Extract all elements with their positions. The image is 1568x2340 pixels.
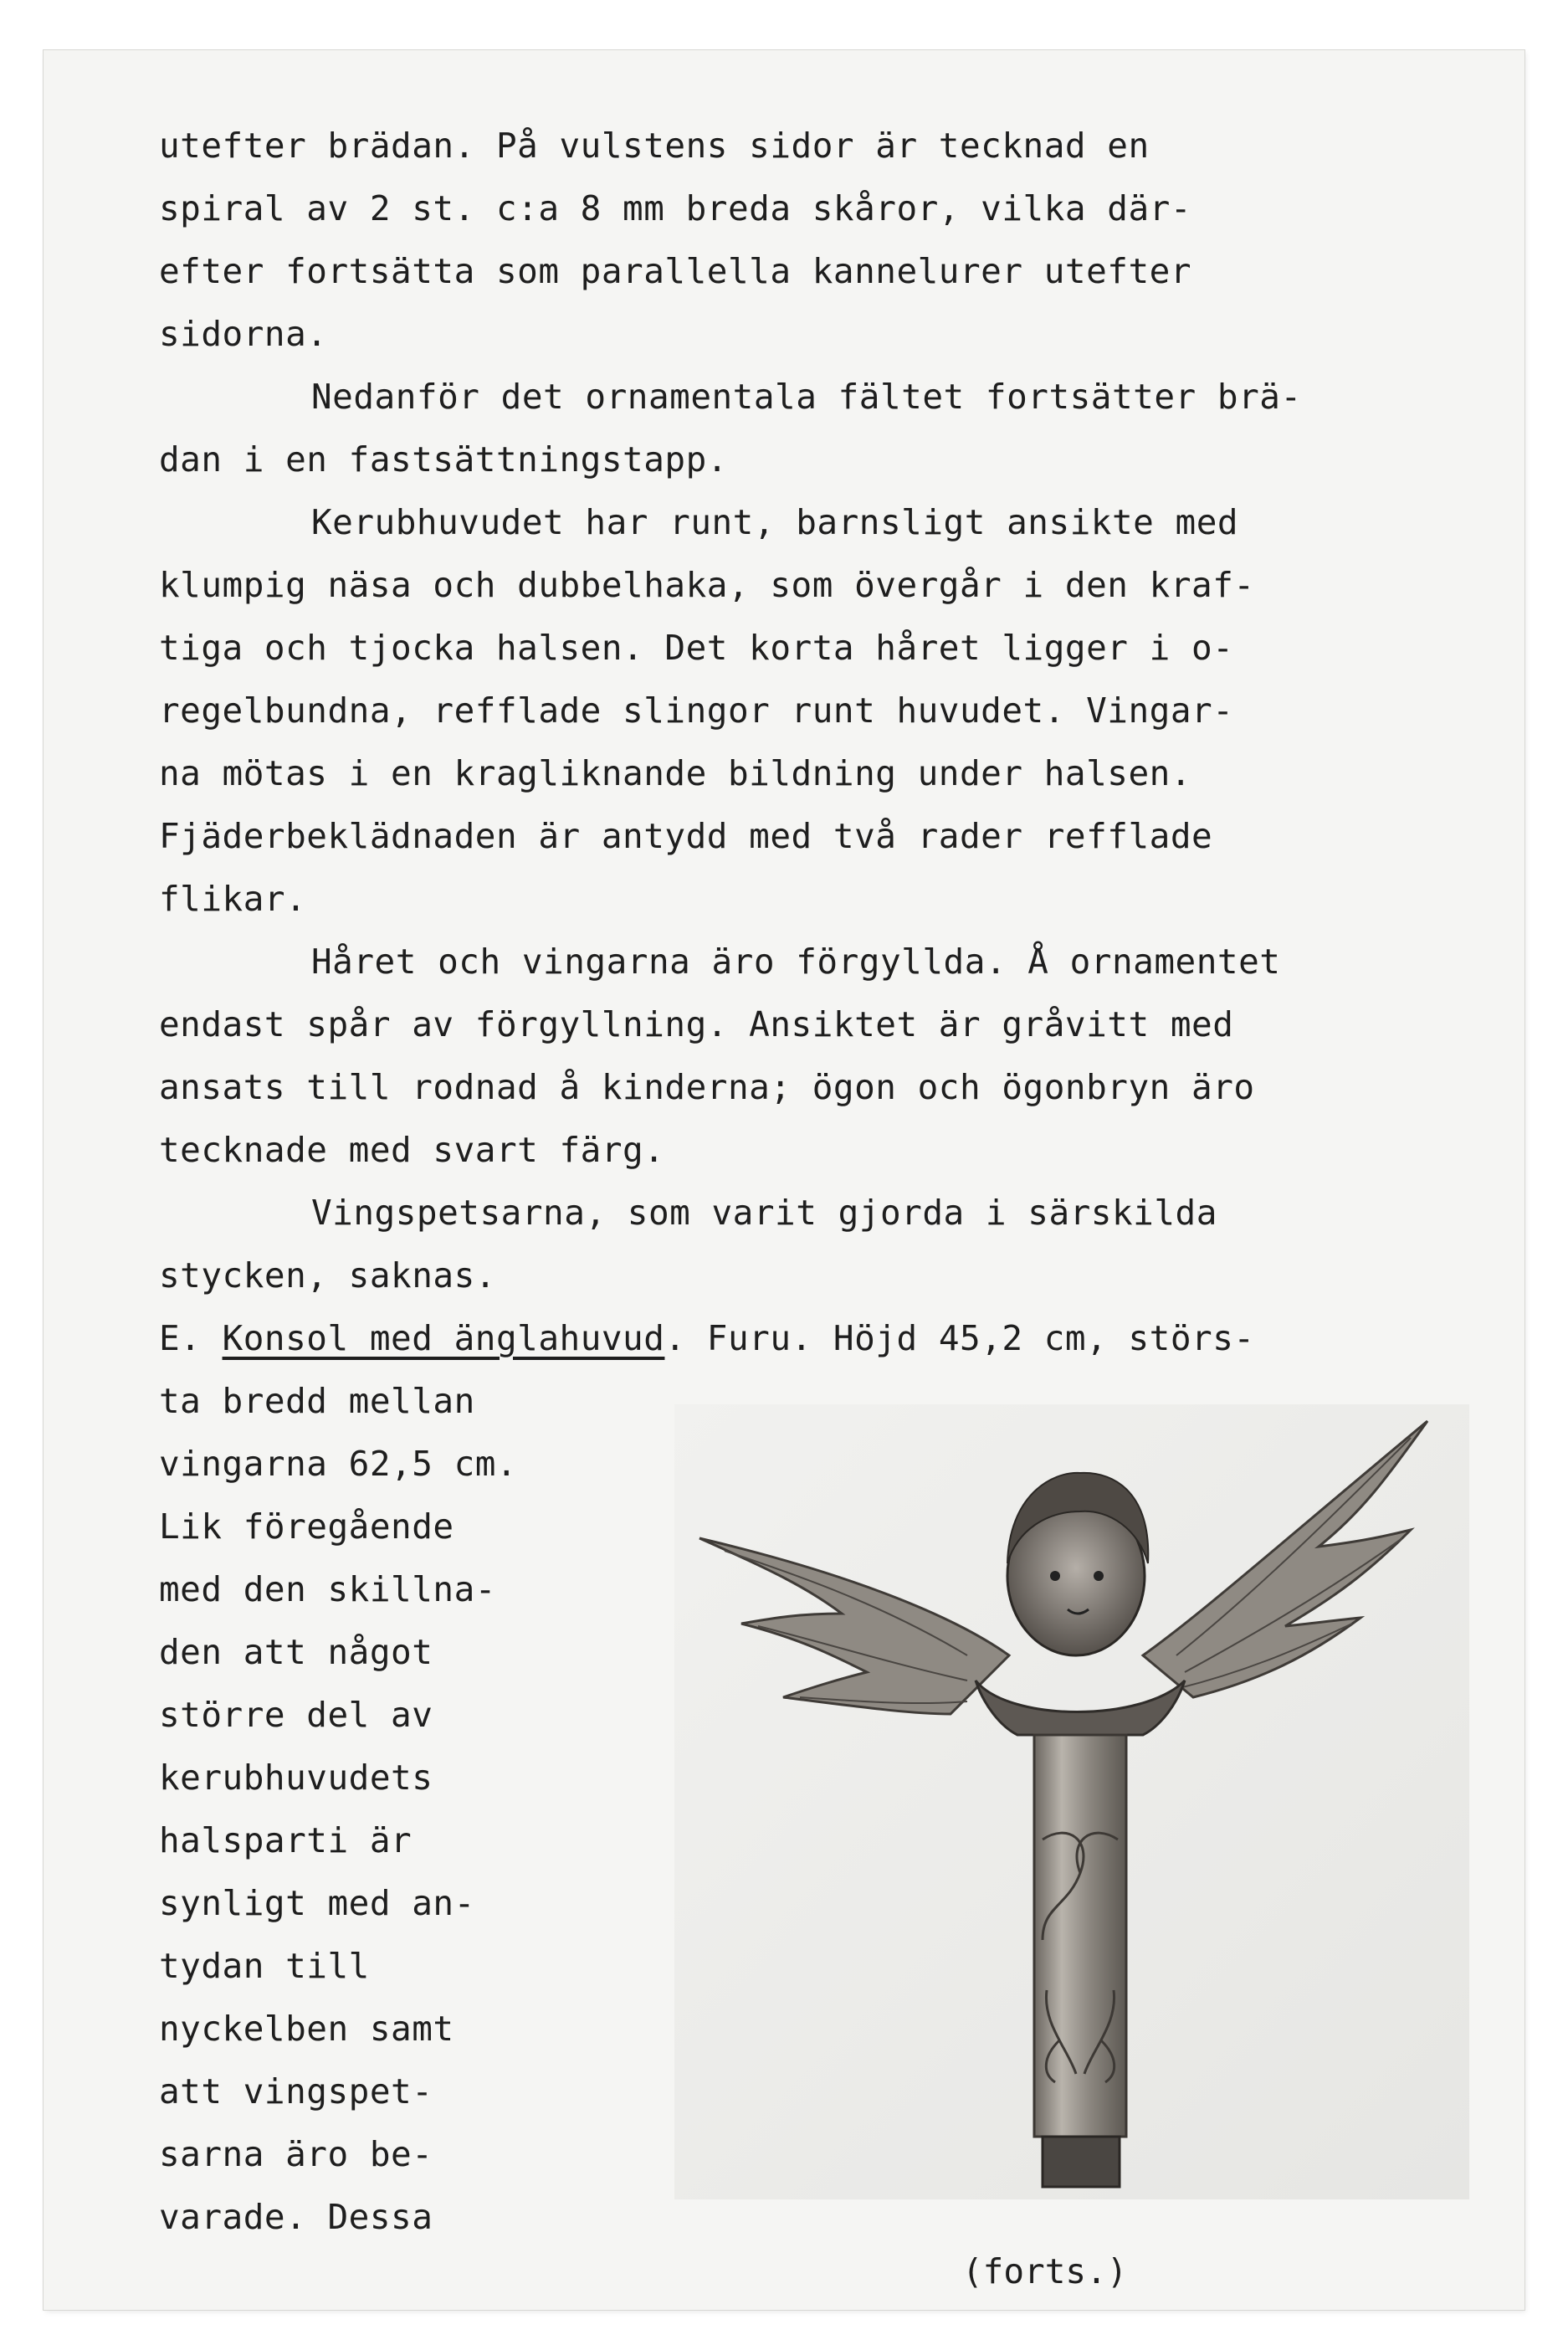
text-line: ansats till rodnad å kinderna; ögon och ögonbryn äro	[159, 1067, 1255, 1107]
column-line: större del av	[159, 1695, 433, 1735]
column-line: nyckelben samt	[159, 2009, 454, 2049]
column-line: tydan till	[159, 1946, 370, 1986]
text-line: stycken, saknas.	[159, 1255, 496, 1296]
text-line: tecknade med svart färg.	[159, 1130, 665, 1170]
text-line: Nedanför det ornamentala fältet fortsätter brä-	[311, 377, 1302, 417]
text-line: Vingspetsarna, som varit gjorda i särskilda	[311, 1193, 1217, 1233]
text-line: sidorna.	[159, 314, 328, 354]
text-line: efter fortsätta som parallella kannelurer utefter	[159, 251, 1192, 291]
text-line: Håret och vingarna äro förgyllda. Å ornamentet	[311, 942, 1281, 982]
column-line: vingarna 62,5 cm.	[159, 1444, 518, 1484]
column-line: att vingspet-	[159, 2071, 433, 2112]
text-line: flikar.	[159, 879, 307, 919]
column-line: synligt med an-	[159, 1883, 475, 1923]
section-e-title: Konsol med änglahuvud	[222, 1318, 665, 1358]
column-line: den att något	[159, 1632, 433, 1672]
text-line: klumpig näsa och dubbelhaka, som övergår i den kraf-	[159, 565, 1255, 605]
column-line: varade. Dessa	[159, 2197, 433, 2237]
text-line: spiral av 2 st. c:a 8 mm breda skåror, vilka där-	[159, 188, 1192, 228]
angel-console-photo	[674, 1404, 1469, 2199]
continued-caption: (forts.)	[962, 2251, 1128, 2291]
text-line: na mötas i en kragliknande bildning under halsen.	[159, 753, 1192, 793]
section-e-rest: . Furu. Höjd 45,2 cm, störs-	[664, 1318, 1255, 1358]
section-e-heading	[159, 1318, 1255, 1358]
column-line: halsparti är	[159, 1820, 412, 1860]
text-line: Kerubhuvudet har runt, barnsligt ansikte med	[311, 502, 1239, 542]
text-line: endast spår av förgyllning. Ansiktet är gråvitt med	[159, 1004, 1234, 1044]
section-e-prefix: E.	[159, 1318, 223, 1358]
text-line: tiga och tjocka halsen. Det korta håret ligger i o-	[159, 628, 1234, 668]
column-line: sarna äro be-	[159, 2134, 433, 2174]
column-line: ta bredd mellan	[159, 1381, 475, 1421]
text-line: utefter brädan. På vulstens sidor är tecknad en	[159, 126, 1150, 166]
column-line: Lik föregående	[159, 1506, 454, 1547]
column-line: med den skillna-	[159, 1569, 496, 1609]
text-line: regelbundna, refflade slingor runt huvudet. Vingar-	[159, 690, 1234, 731]
text-line: Fjäderbeklädnaden är antydd med två rader refflade	[159, 816, 1213, 856]
column-line: kerubhuvudets	[159, 1758, 433, 1798]
text-line: dan i en fastsättningstapp.	[159, 439, 728, 480]
